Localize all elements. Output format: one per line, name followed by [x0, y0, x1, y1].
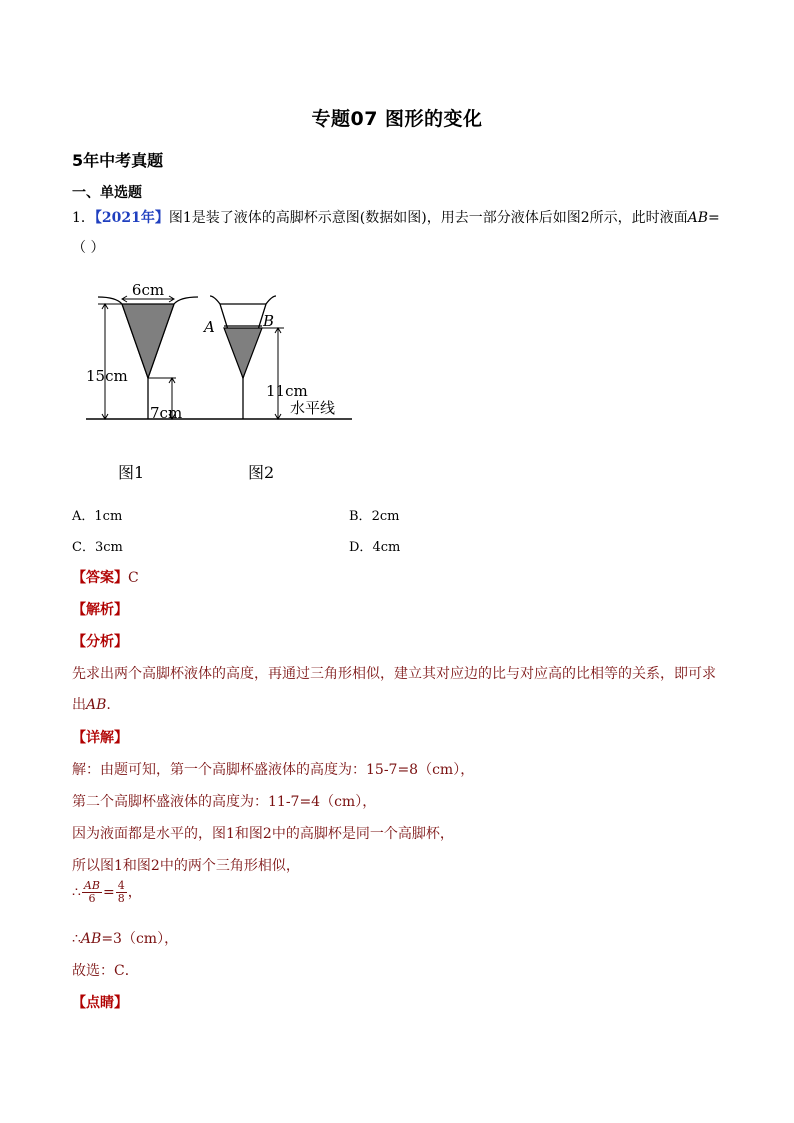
option-b: B．2cm: [349, 509, 400, 524]
goblet-1: [98, 297, 198, 419]
detail-line-1: 解：由题可知，第一个高脚杯盛液体的高度为：15-7=8（cm），: [72, 762, 475, 778]
label-a: A: [204, 318, 215, 336]
detail-tag: 【详解】: [72, 730, 128, 746]
label-11cm: 11cm: [266, 382, 308, 400]
subsection-heading: 一、单选题: [72, 185, 142, 201]
option-c: C．3cm: [72, 540, 123, 555]
label-b: B: [263, 312, 275, 330]
detail-line-6: ∴AB=3（cm），: [72, 931, 179, 947]
question-eq: =: [708, 210, 720, 226]
liquid-1: [122, 304, 174, 378]
question-number: 1．: [72, 210, 95, 226]
section-heading: 5年中考真题: [72, 151, 164, 170]
detail-line-3: 因为液面都是水平的，图1和图2中的高脚杯是同一个高脚杯，: [72, 826, 454, 842]
label-horizontal: 水平线: [290, 399, 336, 417]
fraction-ab-6: $\frac{AB}{6}$: [83, 879, 100, 905]
label-7cm: 7cm: [150, 404, 183, 422]
answer-value: C: [128, 570, 139, 586]
question-stem: [72, 208, 720, 228]
label-6cm: 6cm: [131, 281, 165, 299]
question-ab: AB: [687, 210, 709, 226]
detail-line-4: 所以图1和图2中的两个三角形相似，: [72, 858, 300, 874]
option-d: D．4cm: [349, 540, 401, 555]
page-title: 专题07 图形的变化: [311, 108, 483, 130]
answer-tag: 【答案】: [72, 570, 128, 586]
fenxi-line-2: 出AB.: [72, 697, 111, 713]
goblet-figure: [80, 278, 370, 488]
fenxi-tag: 【分析】: [72, 634, 128, 650]
detail-fraction-line: ∴ $\frac{AB}{6}$ = $\frac{4}{8}$ ，: [72, 879, 142, 905]
option-a: A．1cm: [72, 509, 123, 524]
analysis-tag: 【解析】: [72, 602, 128, 618]
answer-line: [72, 567, 139, 587]
year-tag: 【2021年】: [94, 210, 169, 226]
fenxi-line-1: 先求出两个高脚杯液体的高度，再通过三角形相似，建立其对应边的比与对应高的比相等的关系，即可求: [72, 666, 716, 682]
comment-tag: 【点睛】: [72, 995, 128, 1011]
fraction-4-8: $\frac{4}{8}$: [117, 879, 125, 905]
question-blank: （ ）: [72, 240, 105, 256]
detail-line-2: 第二个高脚杯盛液体的高度为：11-7=4（cm），: [72, 794, 377, 810]
question-text: 图1是装了液体的高脚杯示意图(数据如图)，用去一部分液体后如图2所示，此时液面: [168, 210, 688, 226]
caption-fig1: 图1: [118, 463, 145, 482]
liquid-2: [224, 328, 262, 378]
caption-fig2: 图2: [248, 463, 275, 482]
detail-line-7: 故选：C．: [72, 963, 139, 979]
label-15cm: 15cm: [86, 367, 128, 385]
